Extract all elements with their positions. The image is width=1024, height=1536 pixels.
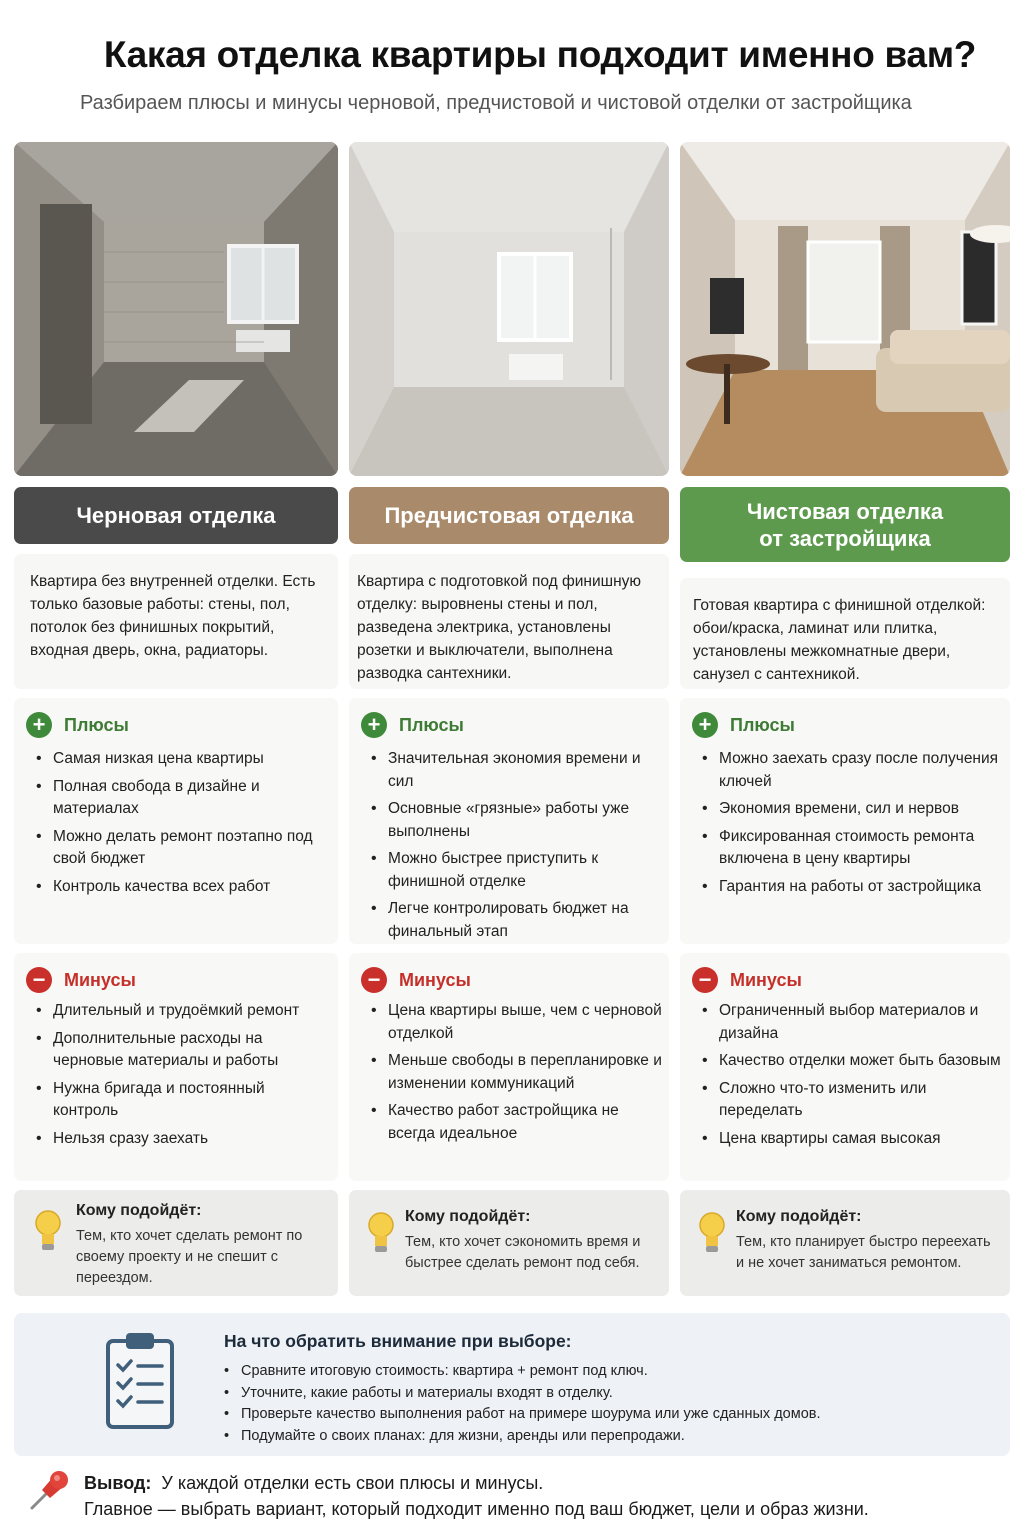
cons-box-rough <box>14 953 338 1181</box>
minus-icon: − <box>361 967 387 993</box>
pros-item: • Гарантия на работы от застройщика <box>702 876 1004 899</box>
cons-item: • Цена квартиры выше, чем с черновой отделкой <box>371 1000 663 1045</box>
photo-finish-room <box>680 142 1010 476</box>
header-prefinish-label: Предчистовая отделка <box>384 503 634 528</box>
cons-title: Минусы <box>730 969 802 990</box>
cons-item: • Сложно что-то изменить или переделать <box>702 1078 1004 1123</box>
pros-item: • Значительная экономия времени и сил <box>371 748 663 793</box>
plus-icon: + <box>361 712 387 738</box>
cons-item: • Нужна бригада и постоянный контроль <box>36 1078 332 1123</box>
who-box-rough <box>14 1190 338 1296</box>
pros-item: • Контроль качества всех работ <box>36 876 332 899</box>
conclusion-line2: Главное — выбрать вариант, который подходит именно под ваш бюджет, цели и образ жизни. <box>84 1499 869 1519</box>
pros-title: Плюсы <box>64 714 129 735</box>
plus-icon: + <box>692 712 718 738</box>
conclusion-label: Вывод: <box>84 1473 152 1493</box>
page-title: Какая отделка квартиры подходит именно вам? <box>103 34 977 75</box>
pros-box-prefinish <box>349 698 669 944</box>
header-rough <box>14 487 338 544</box>
minus-icon: − <box>26 967 52 993</box>
lightbulb-icon <box>365 1210 397 1256</box>
conclusion <box>84 1470 869 1522</box>
header-finish-label-line1: Чистовая отделка <box>746 498 944 524</box>
cons-item: • Нельзя сразу заехать <box>36 1128 332 1151</box>
plus-icon: + <box>26 712 52 738</box>
pros-item: • Фиксированная стоимость ремонта включена в цену квартиры <box>702 826 1004 871</box>
cons-item: • Качество отделки может быть базовым <box>702 1050 1004 1073</box>
pros-item: • Можно быстрее приступить к финишной отделке <box>371 848 663 893</box>
description-rough: Квартира без внутренней отделки. Есть только базовые работы: стены, пол, потолок без финишных покрытий, входная дверь, окна, радиаторы. <box>14 554 338 689</box>
attention-item: • Уточните, какие работы и материалы входят в отделку. <box>224 1383 821 1405</box>
who-title: Кому подойдёт: <box>736 1208 862 1225</box>
attention-box <box>14 1313 1010 1456</box>
cons-item: • Ограниченный выбор материалов и дизайна <box>702 1000 1004 1045</box>
header-prefinish <box>349 487 669 544</box>
cons-item: • Дополнительные расходы на черновые материалы и работы <box>36 1028 332 1073</box>
who-title: Кому подойдёт: <box>405 1208 531 1225</box>
page-subtitle: Разбираем плюсы и минусы черновой, предчистовой и чистовой отделки от застройщика <box>80 92 912 114</box>
description-prefinish: Квартира с подготовкой под финишную отделку: выровнены стены и пол, разведена электрика, установлены розетки и выключатели, выполнена разводка сантехники. <box>349 554 669 689</box>
who-box-finish <box>680 1190 1010 1296</box>
header-finish-label-line2: от застройщика <box>759 525 931 551</box>
photo-rough-room <box>14 142 338 476</box>
cons-box-prefinish <box>349 953 669 1181</box>
minus-icon: − <box>692 967 718 993</box>
who-title: Кому подойдёт: <box>76 1202 202 1219</box>
pushpin-icon <box>26 1468 72 1514</box>
header-finish <box>680 487 1010 562</box>
pros-box-rough <box>14 698 338 944</box>
conclusion-line1: У каждой отделки есть свои плюсы и минусы. <box>161 1473 544 1493</box>
cons-item: • Меньше свободы в перепланировке и изменении коммуникаций <box>371 1050 663 1095</box>
pros-item: • Полная свобода в дизайне и материалах <box>36 776 332 821</box>
pros-item: • Основные «грязные» работы уже выполнены <box>371 798 663 843</box>
description-finish: Готовая квартира с финишной отделкой: обои/краска, ламинат или плитка, установлены межкомнатные двери, санузел с сантехникой. <box>680 578 1010 689</box>
pros-item: • Экономия времени, сил и нервов <box>702 798 1004 821</box>
header-rough-label: Черновая отделка <box>76 503 276 528</box>
attention-item: • Сравните итоговую стоимость: квартира + ремонт под ключ. <box>224 1361 821 1383</box>
cons-box-finish <box>680 953 1010 1181</box>
photo-prefinish-room <box>349 142 669 476</box>
cons-item: • Цена квартиры самая высокая <box>702 1128 1004 1151</box>
attention-title: На что обратить внимание при выборе: <box>224 1331 572 1351</box>
lightbulb-icon <box>696 1210 728 1256</box>
pros-item: • Легче контролировать бюджет на финальный этап <box>371 898 663 943</box>
pros-item: • Самая низкая цена квартиры <box>36 748 332 771</box>
pros-item: • Можно делать ремонт поэтапно под свой бюджет <box>36 826 332 871</box>
who-text: Тем, кто хочет сэкономить время и быстрее сделать ремонт под себя. <box>405 1234 641 1271</box>
who-text: Тем, кто хочет сделать ремонт по своему проекту и не спешит с переездом. <box>76 1228 303 1286</box>
who-text: Тем, кто планирует быстро переехать и не хочет заниматься ремонтом. <box>736 1234 991 1271</box>
lightbulb-icon <box>32 1208 64 1254</box>
who-box-prefinish <box>349 1190 669 1296</box>
cons-item: • Длительный и трудоёмкий ремонт <box>36 1000 332 1023</box>
pros-title: Плюсы <box>730 714 795 735</box>
attention-item: • Проверьте качество выполнения работ на примере шоурума или уже сданных домов. <box>224 1404 821 1426</box>
pros-box-finish <box>680 698 1010 944</box>
pros-title: Плюсы <box>399 714 464 735</box>
cons-item: • Качество работ застройщика не всегда идеальное <box>371 1100 663 1145</box>
clipboard-checklist-icon <box>104 1331 176 1431</box>
pros-item: • Можно заехать сразу после получения ключей <box>702 748 1004 793</box>
cons-title: Минусы <box>64 969 136 990</box>
cons-title: Минусы <box>399 969 471 990</box>
attention-item: • Подумайте о своих планах: для жизни, аренды или перепродажи. <box>224 1426 821 1448</box>
